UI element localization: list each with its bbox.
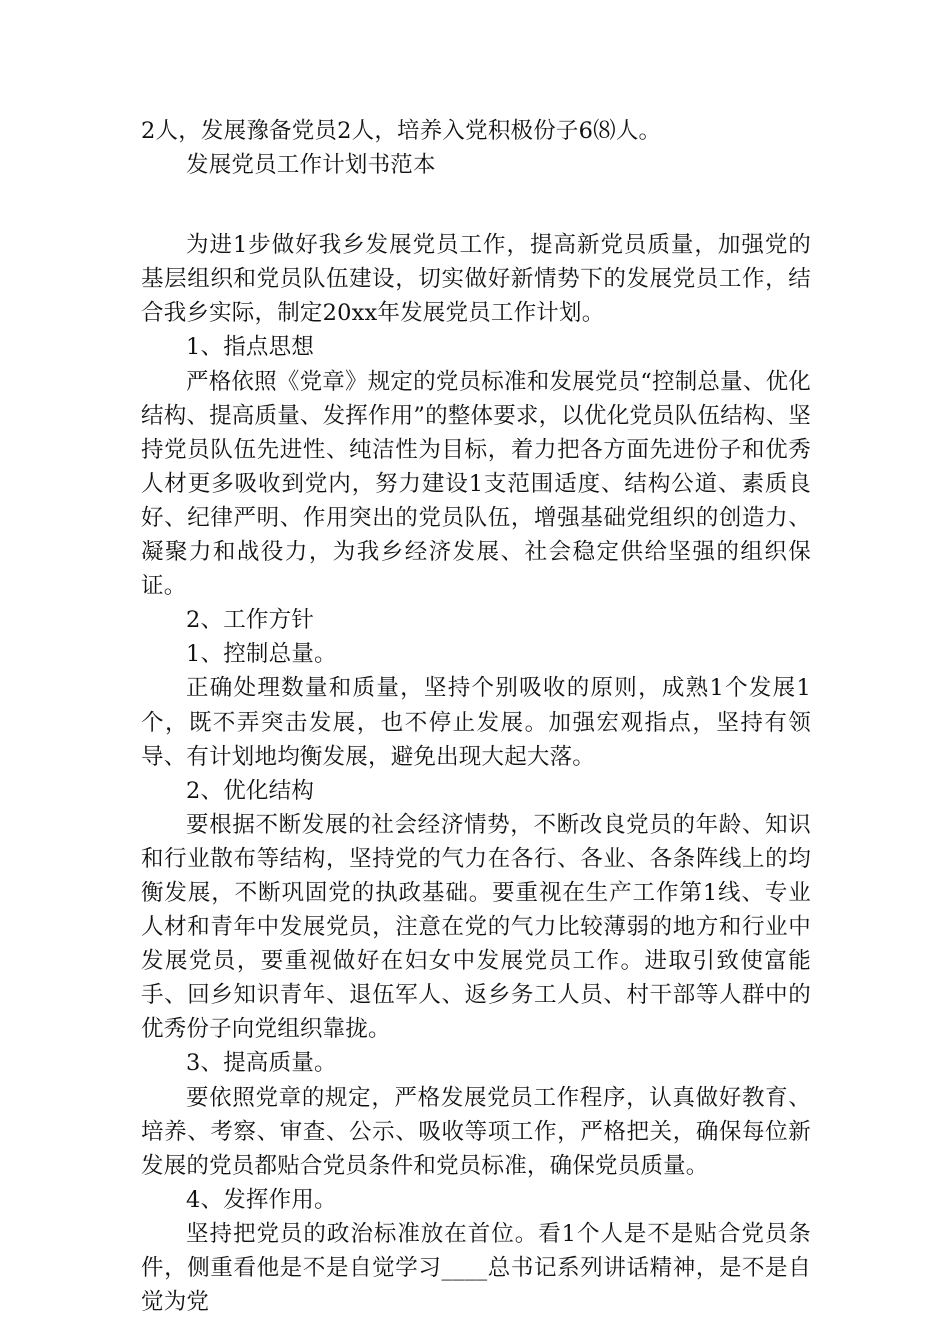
section-heading-guiding-thought: 1、指点思想	[186, 334, 315, 361]
paragraph-play-role: 坚持把党员的政治标准放在首位。看1个人是不是贴合党员条件，侧重看他是不是自觉学习____总书记系列讲话精神，是不是自觉为党	[141, 1220, 811, 1316]
subheading-improve-quality: 3、提高质量。	[186, 1050, 337, 1077]
subheading-control-total: 1、控制总量。	[186, 641, 337, 668]
paragraph-optimize-structure: 要根据不断发展的社会经济情势，不断改良党员的年龄、知识和行业散布等结构，坚持党的气力在各行、各业、各条阵线上的均衡发展，不断巩固党的执政基础。要重视在生产工作第1线、专业人材和青年中发展党员，注意在党的气力比较薄弱的地方和行业中发展党员，要重视做好在妇女中发展党员工作。进取引致使富能手、回乡知识青年、退伍军人、返乡务工人员、村干部等人群中的优秀份子向党组织靠拢。	[141, 811, 811, 1043]
subheading-optimize-structure: 2、优化结构	[186, 777, 315, 804]
section-heading-work-policy: 2、工作方针	[186, 607, 315, 634]
blank-line	[141, 182, 811, 228]
document-body	[141, 114, 811, 1319]
document-title: 发展党员工作计划书范本	[186, 152, 436, 179]
paragraph-improve-quality: 要依照党章的规定，严格发展党员工作程序，认真做好教育、培养、考察、审查、公示、吸收等项工作，严格把关，确保每位新发展的党员都贴合党员条件和党员标准，确保党员质量。	[141, 1084, 811, 1179]
paragraph-continuation: 2人，发展豫备党员2人，培养入党积极份子6⑻人。	[141, 118, 662, 144]
paragraph-guiding-thought: 严格依照《党章》规定的党员标准和发展党员“控制总量、优化结构、提高质量、发挥作用”的整体要求，以优化党员队伍结构、坚持党员队伍先进性、纯洁性为目标，着力把各方面先进份子和优秀人材更多吸收到党内，努力建设1支范围适度、结构公道、素质良好、纪律严明、作用突出的党员队伍，增强基础党组织的创造力、凝聚力和战役力，为我乡经济发展、社会稳定供给坚强的组织保证。	[141, 368, 812, 600]
paragraph-control-total: 正确处理数量和质量，坚持个别吸收的原则，成熟1个发展1个，既不弄突击发展，也不停止发展。加强宏观指点，坚持有领导、有计划地均衡发展，避免出现大起大落。	[141, 675, 811, 770]
subheading-play-role: 4、发挥作用。	[186, 1186, 337, 1213]
intro-paragraph: 为进1步做好我乡发展党员工作，提高新党员质量，加强党的基层组织和党员队伍建设，切实做好新情势下的发展党员工作，结合我乡实际，制定20xx年发展党员工作计划。	[141, 232, 811, 327]
